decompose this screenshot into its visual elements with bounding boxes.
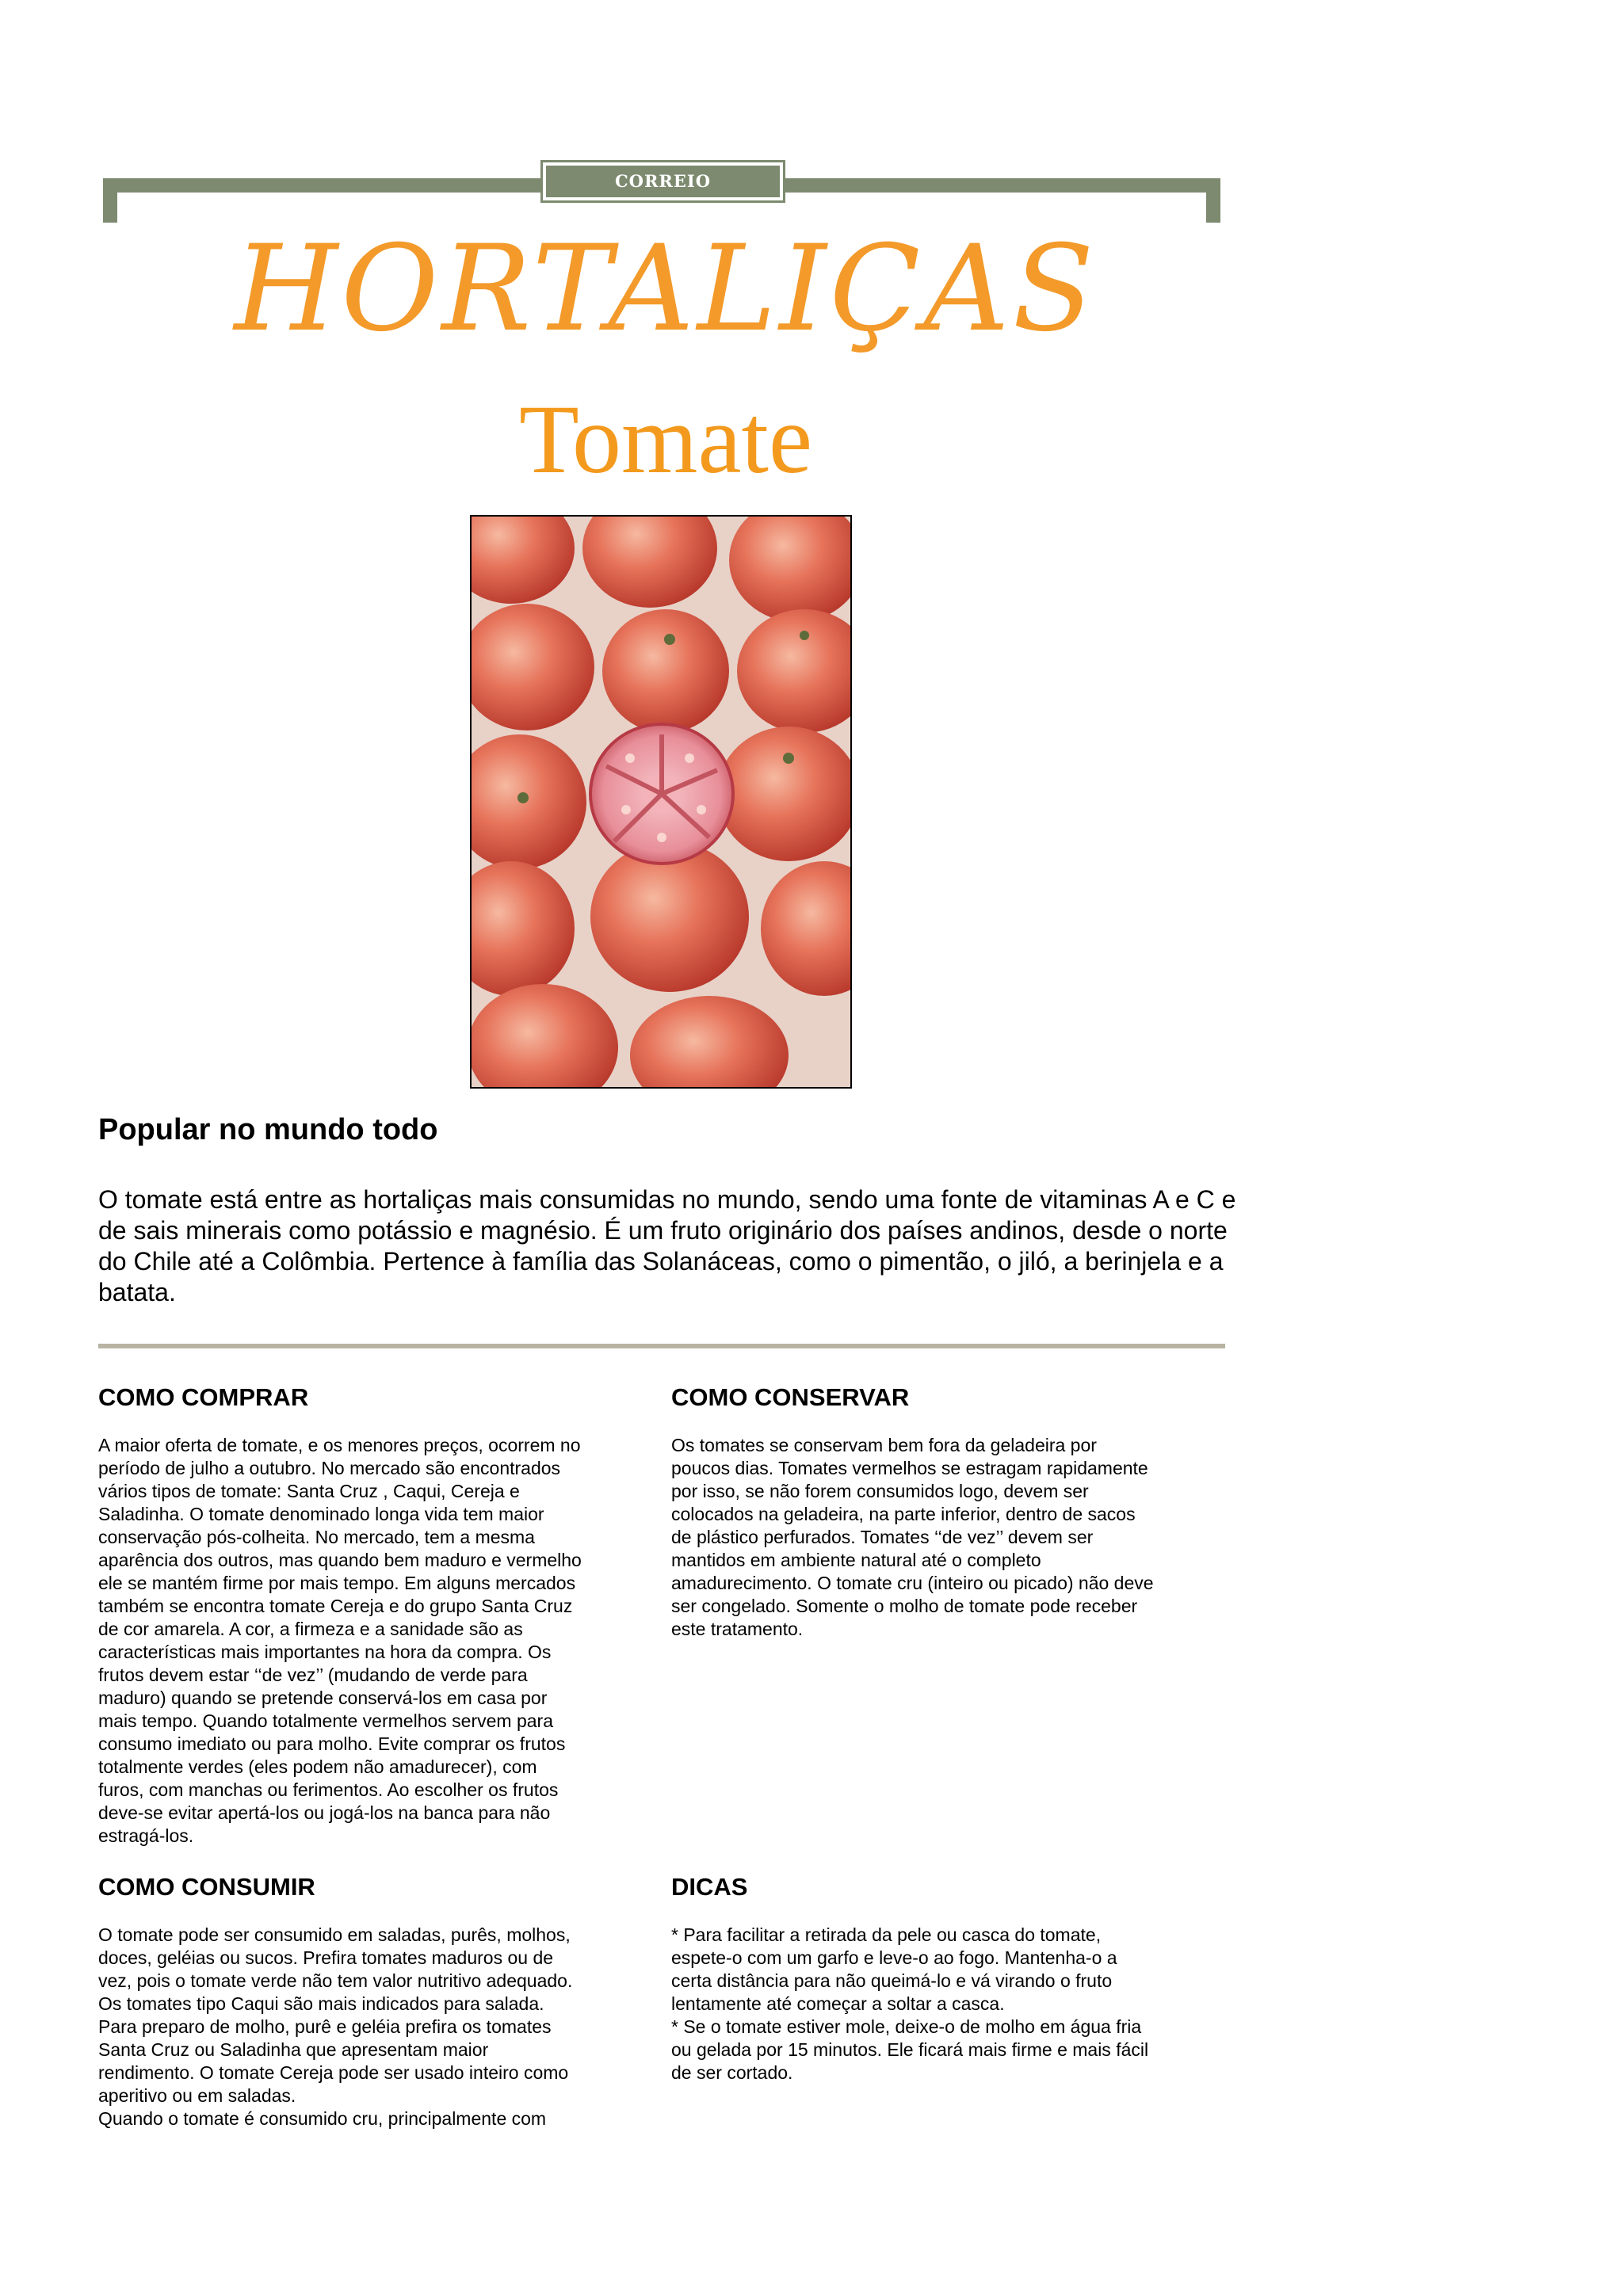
como-consumir-heading: COMO CONSUMIR <box>98 1873 315 1901</box>
como-consumir-text: O tomate pode ser consumido em saladas, purês, molhos, doces, geléias ou sucos. Prefira tomates maduros ou de vez, pois o tomate verde não tem valor nutritivo adequado. Os tomates tipo Caqui são mais indicados para salada. Para preparo de molho, purê e geléia prefira os tomates Santa Cruz ou Saladinha que apresentam maior rendimento. O tomate Cereja pode ser usado inteiro como aperitivo ou em saladas. Quando o tomate é consumido cru, principalmente com <box>98 1924 573 2129</box>
tomatoes-photo <box>470 515 852 1089</box>
como-conservar-text: Os tomates se conservam bem fora da geladeira por poucos dias. Tomates vermelhos se estragam rapidamente por isso, se não forem consumidos logo, devem ser colocados na geladeira, na parte inferior, dentro de sacos de plástico perfurados. Tomates ‘‘de vez’’ devem ser mantidos em ambiente natural até o completo amadurecimento. O tomate cru (inteiro ou picado) não deve ser congelado. Somente o molho de tomate pode receber este tratamento. <box>671 1435 1154 1639</box>
section-divider <box>98 1344 1225 1348</box>
como-comprar-heading: COMO COMPRAR <box>98 1383 309 1411</box>
intro-paragraph: O tomate está entre as hortaliças mais consumidas no mundo, sendo uma fonte de vitaminas A e C e de sais minerais como potássio e magnésio. É um fruto originário dos países andinos, desde o norte do Chile até a Colômbia. Pertence à família das Solanáceas, como o pimentão, o jiló, a berinjela e a batata. <box>98 1185 1236 1306</box>
dicas-text: * Para facilitar a retirada da pele ou casca do tomate, espete-o com um garfo e leve-o ao fogo. Mantenha-o a certa distância para não queimá-lo e vá virando o fruto lentamente até começar a soltar a casca. * Se o tomate estiver mole, deixe-o de molho em água fria ou gelada por 15 minutos. Ele ficará mais firme e mais fácil de ser cortado. <box>671 1924 1149 2083</box>
intro-heading: Popular no mundo todo <box>98 1113 438 1146</box>
masthead-bracket-left <box>103 178 117 223</box>
masthead-bracket-right <box>1206 178 1220 223</box>
como-comprar-text: A maior oferta de tomate, e os menores preços, ocorrem no período de julho a outubro. No mercado são encontrados vários tipos de tomate: Santa Cruz , Caqui, Cereja e Saladinha. O tomate denominado longa vida tem maior conservação pós-colheita. No mercado, tem a mesma aparência dos outros, mas quando bem maduro e vermelho ele se mantém firme por mais tempo. Em alguns mercados também se encontra tomate Cereja e do grupo Santa Cruz de cor amarela. A cor, a firmeza e a sanidade são as características mais importantes na hora da compra. Os frutos devem estar ‘‘de vez’’ (mudando de verde para maduro) quando se pretende conservá-los em casa por mais tempo. Quando totalmente vermelhos servem para consumo imediato ou para molho. Evite comprar os frutos totalmente verdes (eles podem não amadurecer), com furos, com manchas ou ferimentos. Ao escolher os frutos deve-se evitar apertá-los ou jogá-los na banca para não estragá-los. <box>98 1435 582 1846</box>
dicas-heading: DICAS <box>671 1873 748 1901</box>
halved-tomato <box>590 724 733 864</box>
page-title: Tomate <box>518 385 813 494</box>
como-conservar-heading: COMO CONSERVAR <box>671 1383 910 1411</box>
section-title: HORTALIÇAS <box>234 220 1098 358</box>
publication-name: CORREIO BRAZILIENSE <box>543 162 783 200</box>
tomatoes-illustration <box>472 517 850 1087</box>
